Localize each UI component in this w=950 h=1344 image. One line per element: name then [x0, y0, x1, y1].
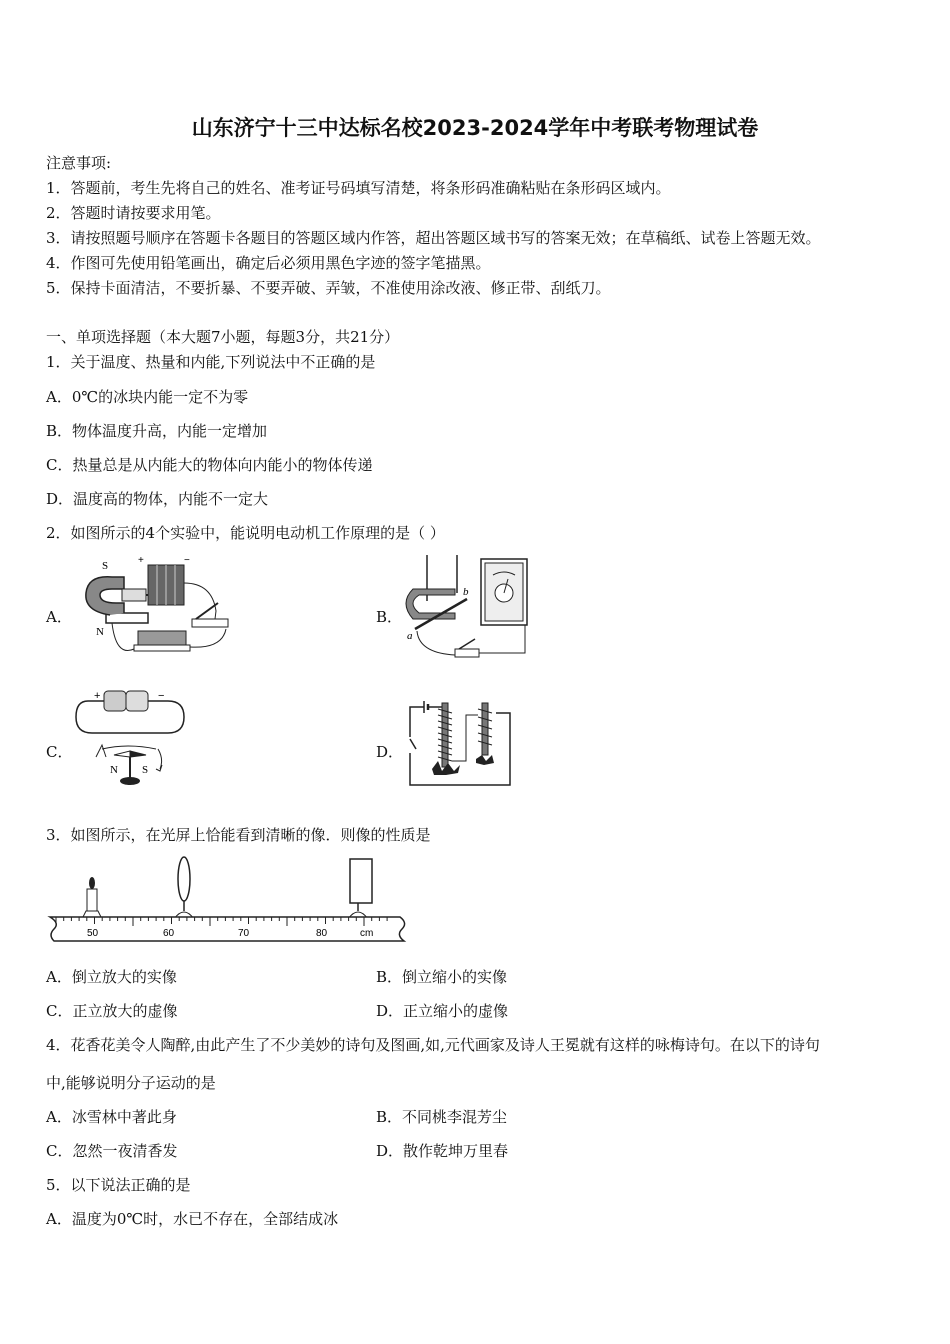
question-stem: 5．以下说法正确的是 — [46, 1176, 191, 1194]
option-c: C．热量总是从内能大的物体向内能小的物体传递 — [46, 456, 373, 474]
option-b: B．倒立缩小的实像 — [376, 968, 508, 986]
option-b: B．物体温度升高，内能一定增加 — [46, 422, 268, 440]
page-title: 山东济宁十三中达标名校2023-2024学年中考联考物理试卷 — [191, 116, 759, 140]
question-stem: 2．如图所示的4个实验中，能说明电动机工作原理的是（ ） — [46, 524, 445, 542]
option-d-label: D． — [376, 743, 404, 761]
question-stem-continued: 中,能够说明分子运动的是 — [46, 1074, 216, 1092]
rod-end-b: b — [463, 586, 469, 598]
question-stem: 1．关于温度、热量和内能,下列说法中不正确的是 — [46, 353, 376, 371]
battery-minus: − — [184, 555, 190, 566]
notice-item: 1．答题前，考生先将自己的姓名、准考证号码填写清楚，将条形码准确粘贴在条形码区域内。 — [46, 179, 671, 197]
pole-label-s: S — [102, 560, 109, 572]
option-a-label: A． — [46, 608, 72, 626]
section-heading: 一、单项选择题（本大题7小题，每题3分，共21分） — [46, 328, 400, 346]
figure-oersted-experiment — [72, 685, 190, 789]
notice-item: 2．答题时请按要求用笔。 — [46, 204, 221, 222]
cell-plus: + — [94, 690, 101, 702]
question-stem: 3．如图所示，在光屏上恰能看到清晰的像．则像的性质是 — [46, 826, 431, 844]
option-a: A．0℃的冰块内能一定不为零 — [46, 388, 249, 406]
ruler-tick-label: 50 — [87, 928, 99, 939]
figure-electromagnet-experiment — [404, 697, 516, 789]
pole-label-n: N — [96, 626, 104, 638]
option-d: D．温度高的物体，内能不一定大 — [46, 490, 269, 508]
rod-end-a: a — [407, 630, 413, 642]
option-c: C．正立放大的虚像 — [46, 1002, 178, 1020]
ruler-unit-label: cm — [360, 928, 374, 939]
ruler-tick-label: 70 — [238, 928, 250, 939]
ruler-tick-label: 60 — [163, 928, 175, 939]
cell-minus: − — [158, 690, 165, 702]
option-c-label: C． — [46, 743, 73, 761]
option-a: A．冰雪林中著此身 — [46, 1108, 177, 1126]
needle-n: N — [110, 764, 118, 776]
notice-item: 4．作图可先使用铅笔画出，确定后必须用黑色字迹的签字笔描黑。 — [46, 254, 491, 272]
option-b: B．不同桃李混芳尘 — [376, 1108, 508, 1126]
option-b-label: B． — [376, 608, 403, 626]
ruler-tick-label: 80 — [316, 928, 328, 939]
option-c: C．忽然一夜清香发 — [46, 1142, 178, 1160]
option-d: D．正立缩小的虚像 — [376, 1002, 509, 1020]
question-stem: 4．花香花美令人陶醉,由此产生了不少美妙的诗句及图画,如,元代画家及诗人王冕就有这样的咏梅诗句。在以下的诗句 — [46, 1036, 820, 1054]
needle-s: S — [142, 764, 149, 776]
notice-item: 5．保持卡面清洁，不要折暴、不要弄破、弄皱，不准使用涂改液、修正带、刮纸刀。 — [46, 279, 611, 297]
notice-item: 3．请按照题号顺序在答题卡各题目的答题区域内作答，超出答题区域书写的答案无效；在草稿纸、试卷上答题无效。 — [46, 229, 821, 247]
figure-generator-experiment — [405, 553, 535, 665]
battery-plus: + — [138, 555, 144, 566]
option-a: A．倒立放大的实像 — [46, 968, 177, 986]
figure-optical-bench — [46, 853, 412, 949]
notice-heading: 注意事项: — [46, 154, 112, 172]
figure-motor-experiment — [72, 553, 232, 665]
option-d: D．散作乾坤万里春 — [376, 1142, 509, 1160]
option-a: A．温度为0℃时，水已不存在，全部结成冰 — [46, 1210, 339, 1228]
